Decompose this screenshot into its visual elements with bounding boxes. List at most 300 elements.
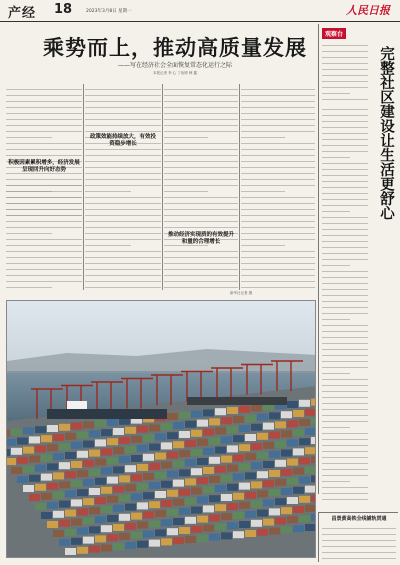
container-block [203,486,214,493]
container-block [299,515,310,522]
container-block [89,430,100,437]
container-block [125,465,136,472]
container-block [173,537,184,544]
container-block [11,429,22,436]
container-block [197,420,208,427]
container-block [293,468,304,475]
container-block [155,453,166,460]
container-block [185,498,196,505]
container-block [119,495,130,502]
container-block [161,519,172,526]
container-block [227,445,238,452]
container-block [257,452,268,459]
container-block [47,483,58,490]
text-line [164,282,238,288]
container-block [143,531,154,538]
container-block [179,412,190,419]
container-block [311,399,316,406]
container-block [245,453,256,460]
container-block [185,517,196,524]
container-block [203,525,214,532]
container-block [53,472,64,479]
container-block [83,421,94,428]
container-block [119,533,130,540]
container-block [263,499,274,506]
container-block [245,530,256,537]
container-block [239,483,250,490]
container-block [287,459,298,466]
container-block [209,476,220,483]
container-block [95,497,106,504]
container-block [83,479,94,486]
container-block [149,501,160,508]
container-block [311,456,316,463]
container-block [167,490,178,497]
container-block [155,433,166,440]
container-block [299,477,310,484]
container-block [257,433,268,440]
container-block [47,521,58,528]
container-block [275,517,286,524]
container-block [287,401,298,408]
container-block [29,475,40,482]
container-block [227,426,238,433]
article-column-3 [164,84,238,290]
article-column-1b [6,180,82,290]
container-block [143,454,154,461]
container-block [251,443,262,450]
container-block [293,506,304,513]
container-block [251,462,262,469]
container-block [173,518,184,525]
container-block [95,459,106,466]
container-block [113,505,124,512]
container-block [107,477,118,484]
sidebar-label: 观察台 [322,28,346,39]
container-block [7,439,16,446]
container-block [227,465,238,472]
container-block [59,539,70,546]
container-block [245,434,256,441]
container-block [35,503,46,510]
container-block [23,447,34,454]
container-block [107,496,118,503]
container-block [155,529,166,536]
container-block [167,471,178,478]
container-block [77,489,88,496]
container-block [287,478,298,485]
container-block [113,447,124,454]
container-block [257,529,268,536]
container-block [185,440,196,447]
masthead [0,0,400,22]
container-block [95,420,106,427]
container-block [101,506,112,513]
container-block [275,460,286,467]
container-block [215,523,226,530]
container-block [227,484,238,491]
container-block [221,475,232,482]
container-block [239,463,250,470]
container-block [269,528,280,535]
container-block [95,535,106,542]
container-block [35,484,46,491]
container-block [311,514,316,521]
article-column-4 [241,84,315,290]
container-block [155,491,166,498]
container-block [263,442,274,449]
container-block [281,488,292,495]
container-block [239,521,250,528]
container-block [17,438,28,445]
container-block [269,412,280,419]
container-block [191,507,202,514]
text-line [322,553,396,559]
container-block [137,541,148,548]
container-block [173,460,184,467]
container-block [269,470,280,477]
container-block [185,536,196,543]
container-block [125,446,136,453]
container-block [23,427,34,434]
container-block [227,522,238,529]
container-block [89,526,100,533]
container-block [77,508,88,515]
container-block [263,423,274,430]
container-block [17,457,28,464]
container-block [191,411,202,418]
container-block [149,424,160,431]
subhead-3: 推动经济实现质的有效提升和量的合理增长 [167,232,234,245]
container-block [77,528,88,535]
container-block [119,475,130,482]
container-block [203,448,214,455]
issue-date: 2023年3月8日 星期一 [86,9,132,14]
container-block [197,496,208,503]
text-line [241,282,315,288]
container-block [257,471,268,478]
container-block [209,438,220,445]
container-block [53,530,64,537]
container-block [137,502,148,509]
container-block [299,400,310,407]
container-block [167,413,178,420]
container-block [161,481,172,488]
container-block [101,487,112,494]
container-block [113,543,124,550]
container-block [263,519,274,526]
container-block [125,542,136,549]
container-block [209,457,220,464]
container-block [65,490,76,497]
container-block [161,423,172,430]
article-headline: 乘势而上，推动高质量发展 [43,36,307,60]
container-block [95,478,106,485]
container-block [59,501,70,508]
container-block [197,535,208,542]
container-block [131,436,142,443]
container-block [101,448,112,455]
container-block [305,486,316,493]
sidebar-text [322,104,368,504]
container-block [23,485,34,492]
container-block [233,416,244,423]
container-block [131,513,142,520]
container-block [287,439,298,446]
text-line [6,282,52,288]
container-block [149,540,160,547]
container-block [209,534,220,541]
container-block [263,480,274,487]
container-block [35,465,46,472]
container-block [161,462,172,469]
container-block [65,548,76,555]
container-block [11,448,22,455]
container-block [263,461,274,468]
container-block [17,476,28,483]
container-block [65,471,76,478]
container-block [113,524,124,531]
container-block [149,482,160,489]
container-block [203,505,214,512]
text-line [85,282,161,288]
container-block [269,451,280,458]
container-block [59,443,70,450]
container-block [41,474,52,481]
container-block [185,421,196,428]
container-block [305,447,316,454]
container-block [281,430,292,437]
container-block [167,451,178,458]
container-block [233,435,244,442]
container-block [275,498,286,505]
container-block [227,503,238,510]
container-block [83,441,94,448]
container-block [53,453,64,460]
container-block [143,511,154,518]
page-number: 18 [54,2,73,17]
container-block [179,489,190,496]
container-block [53,492,64,499]
container-block [149,463,160,470]
container-block [89,488,100,495]
container-block [173,480,184,487]
container-block [191,449,202,456]
container-block [287,497,298,504]
container-block [215,447,226,454]
container-block [197,477,208,484]
container-block [101,468,112,475]
container-block [101,544,112,551]
container-block [269,432,280,439]
container-block [83,460,94,467]
container-block [41,493,52,500]
container-block [155,510,166,517]
container-block [7,449,10,456]
container-block [233,474,244,481]
container-block [131,455,142,462]
container-block [59,520,70,527]
container-block [89,507,100,514]
container-block [215,427,226,434]
container-block [7,458,16,465]
container-block [71,538,82,545]
container-block [281,507,292,514]
container-block [71,442,82,449]
container-block [149,444,160,451]
container-block [209,495,220,502]
container-block [143,435,154,442]
container-block [251,501,262,508]
container-block [239,502,250,509]
container-block [203,467,214,474]
container-block [179,527,190,534]
container-block [257,414,268,421]
container-block [113,486,124,493]
container-block [167,432,178,439]
container-block [137,483,148,490]
container-block [83,498,94,505]
container-block [191,468,202,475]
container-block [59,462,70,469]
container-block [203,429,214,436]
container-block [107,534,118,541]
container-block [167,509,178,516]
container-block [119,456,130,463]
container-block [197,458,208,465]
container-block [245,472,256,479]
container-block [125,427,136,434]
container-block [35,445,46,452]
container-block [125,504,136,511]
container-block [47,425,58,432]
subhead-1: 积极因素累积增多，经济发展呈现回升向好态势 [8,160,80,173]
newspaper-logo: 人民日报 [346,4,390,17]
container-block [149,520,160,527]
news-brief-title: 昌景黄高铁全线铺轨贯通 [331,516,387,522]
container-block [71,499,82,506]
container-block [251,481,262,488]
container-block [59,424,70,431]
container-block [173,441,184,448]
container-block [233,493,244,500]
container-block [107,515,118,522]
container-block [251,424,262,431]
container-block [143,492,154,499]
container-block [29,494,40,501]
container-block [167,528,178,535]
column-rule [83,84,84,290]
container-block [191,526,202,533]
container-block [173,422,184,429]
container-block [203,409,214,416]
container-block [305,466,316,473]
container-block [7,430,10,437]
container-block [101,429,112,436]
sidebar-text-left [322,40,368,102]
container-block [29,456,40,463]
container-block [71,423,82,430]
container-block [281,411,292,418]
container-block [245,511,256,518]
container-block [233,454,244,461]
container-block [41,512,52,519]
container-block [251,405,262,412]
container-block [131,532,142,539]
container-block [95,439,106,446]
container-block [107,457,118,464]
container-block [89,450,100,457]
container-block [275,441,286,448]
article-column-2 [85,84,161,290]
container-block [311,437,316,444]
container-block [89,546,100,553]
container-block [47,444,58,451]
container-block [245,492,256,499]
container-block [71,480,82,487]
container-block [245,415,256,422]
container-block [215,504,226,511]
photo-caption: 新华社记者 摄 [230,291,253,295]
container-block [251,520,262,527]
container-block [281,469,292,476]
container-block [29,436,40,443]
container-block [119,514,130,521]
container-block [113,466,124,473]
container-block [71,519,82,526]
container-block [179,508,190,515]
container-block [215,408,226,415]
container-block [47,463,58,470]
container-block [257,510,268,517]
container-block [179,431,190,438]
container-block [65,510,76,517]
container-block [83,537,94,544]
container-block [305,409,316,416]
container-block [233,531,244,538]
container-block [137,522,148,529]
section-title: 产经 [8,6,37,21]
text-line [322,94,368,100]
container-block [77,470,88,477]
container-block [113,428,124,435]
container-block [173,499,184,506]
container-block [137,426,148,433]
container-block [161,500,172,507]
container-block [47,502,58,509]
container-block [59,481,70,488]
port-photo [6,300,316,558]
container-block [215,485,226,492]
container-block [185,478,196,485]
container-block [77,451,88,458]
container-block [143,473,154,480]
container-block [161,538,172,545]
article-subheadline: ——写在经济社会全面恢复常态化运行之际 [117,62,232,69]
container-block [107,438,118,445]
container-block [293,487,304,494]
container-block [293,448,304,455]
container-block [227,407,238,414]
container-block [41,454,52,461]
container-block [77,432,88,439]
news-brief-text [322,523,396,559]
container-block [257,490,268,497]
container-block [209,418,220,425]
container-block [311,495,316,502]
container-block [125,484,136,491]
container-block [233,512,244,519]
